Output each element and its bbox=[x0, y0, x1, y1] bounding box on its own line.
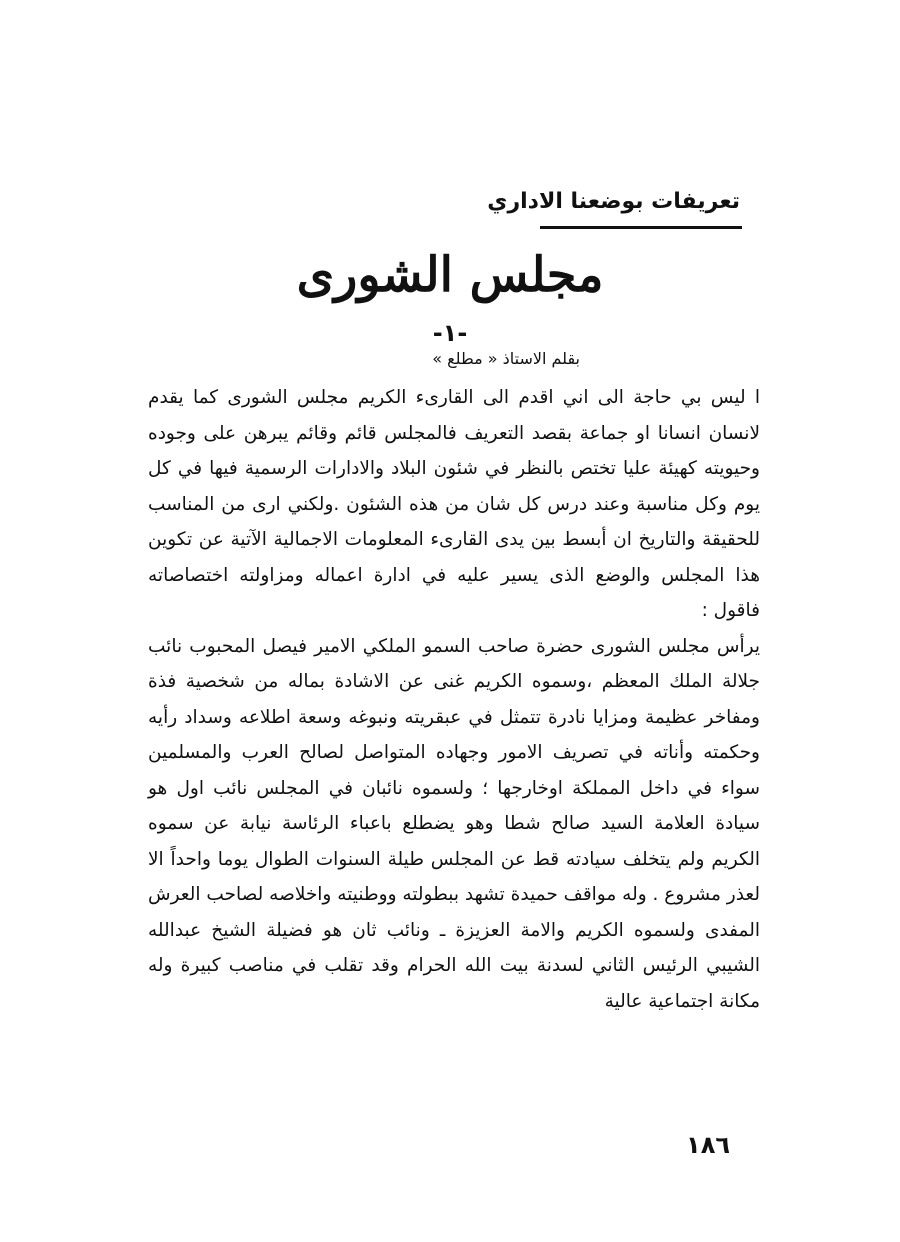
article-body bbox=[148, 380, 760, 1019]
author-byline: بقلم الاستاذ « مطلع » bbox=[432, 349, 580, 368]
part-number: -١- bbox=[432, 319, 468, 347]
paragraph-intro: ا ليس بي حاجة الى اني اقدم الى القارىء الكريم مجلس الشورى كما يقدم لانسان انسانا او جماعة بقصد التعريف فالمجلس قائم وقائم يبرهن على وجوده وحيويته كهيئة عليا تختص بالنظر في شئون البلاد والادارات الرسمية فيها في كل يوم وكل مناسبة وعند درس كل شان من هذه الشئون .ولكني ارى من المناسب للحقيقة والتاريخ ان أبسط بين يدى القارىء المعلومات الاجمالية الآتية عن تكوين هذا المجلس والوضع الذى يسير عليه في ادارة اعماله ومزاولته اختصاصاته فاقول : bbox=[148, 387, 760, 621]
paragraph-presidency: يرأس مجلس الشورى حضرة صاحب السمو الملكي الامير فيصل المحبوب نائب جلالة الملك المعظم ،وسموه الكريم غنى عن الاشادة بماله من شخصية فذة ومفاخر عظيمة ومزايا نادرة تتمثل في عبقريته ونبوغه وسعة اطلاعه وسداد رأيه وحكمته وأناته في تصريف الامور وجهاده المتواصل لصالح العرب والمسلمين سواء في داخل المملكة اوخارجها ؛ ولسموه نائبان في المجلس نائب اول هو سيادة العلامة السيد صالح شطا وهو يضطلع باعباء الرئاسة نيابة عن سموه الكريم ولم يتخلف سيادته قط عن المجلس طيلة السنوات الطوال يوما واحداً الا لعذر مشروع . وله مواقف حميدة تشهد ببطولته ووطنيته واخلاصه لصاحب العرش المفدى ولسموه الكريم والامة العزيزة ـ ونائب ثان هو فضيلة الشيخ عبدالله الشيبي الرئيس الثاني لسدنة بيت الله الحرام وقد تقلب في مناصب كبيرة وله مكانة اجتماعية عالية bbox=[148, 635, 760, 1012]
section-label-underline bbox=[540, 226, 742, 229]
article-title: مجلس الشورى bbox=[296, 247, 604, 303]
section-label: تعريفات بوضعنا الاداري bbox=[487, 189, 740, 214]
page-number: ١٨٦ bbox=[686, 1131, 730, 1159]
